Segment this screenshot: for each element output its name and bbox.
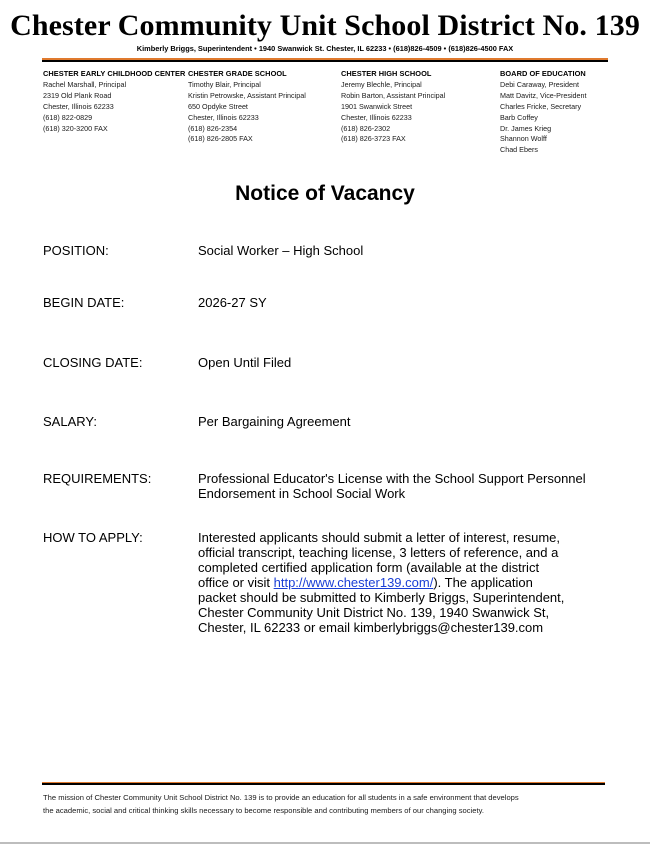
begin-date-value: 2026-27 SY bbox=[198, 295, 267, 310]
district-title: Chester Community Unit School District No. 139 bbox=[10, 9, 640, 42]
requirements-line: Professional Educator's License with the School Support Personnel bbox=[198, 471, 586, 486]
salary-label: SALARY: bbox=[43, 414, 97, 429]
how-to-apply-value bbox=[198, 530, 564, 635]
position-label: POSITION: bbox=[43, 243, 109, 258]
column-line: Robin Barton, Assistant Principal bbox=[341, 90, 446, 100]
column-line: Dr. James Krieg bbox=[500, 123, 552, 133]
mission-line: the academic, social and critical thinking skills necessary to become responsible and contributing members of our changing society. bbox=[43, 805, 484, 815]
early-childhood-center-column bbox=[43, 69, 185, 134]
column-line: Charles Fricke, Secretary bbox=[500, 101, 582, 111]
how-to-apply-label: HOW TO APPLY: bbox=[43, 530, 143, 545]
column-heading: CHESTER HIGH SCHOOL bbox=[341, 69, 432, 78]
mission-line: The mission of Chester Community Unit School District No. 139 is to provide an education for all students in a safe environment that develops bbox=[43, 793, 519, 802]
footer-divider-black bbox=[42, 783, 605, 785]
how-to-apply-line: official transcript, teaching license, 3 letters of reference, and a bbox=[198, 545, 559, 560]
board-of-education-column bbox=[500, 69, 587, 156]
how-to-apply-line-with-link bbox=[198, 575, 564, 590]
column-line: Chester, Illinois 62233 bbox=[43, 101, 114, 111]
how-to-apply-line: Chester, IL 62233 or email kimberlybriggs@chester139.com bbox=[198, 620, 544, 635]
column-line: Chad Ebers bbox=[500, 145, 538, 155]
salary-value: Per Bargaining Agreement bbox=[198, 414, 351, 429]
column-line: Matt Davitz, Vice-President bbox=[500, 90, 587, 100]
column-line: Kristin Petrowske, Assistant Principal bbox=[188, 90, 306, 100]
footer-divider bbox=[42, 782, 605, 785]
how-to-apply-line: completed certified application form (available at the district bbox=[198, 560, 540, 575]
column-heading: CHESTER EARLY CHILDHOOD CENTER bbox=[43, 69, 186, 78]
column-line: Chester, Illinois 62233 bbox=[188, 112, 259, 122]
begin-date-label: BEGIN DATE: bbox=[43, 295, 125, 310]
position-value: Social Worker – High School bbox=[198, 243, 364, 258]
column-line: Rachel Marshall, Principal bbox=[43, 79, 127, 89]
mission-statement bbox=[43, 792, 623, 817]
column-line: Debi Caraway, President bbox=[500, 79, 579, 89]
how-to-apply-line: packet should be submitted to Kimberly Briggs, Superintendent, bbox=[198, 590, 565, 605]
high-school-column bbox=[341, 69, 445, 145]
how-to-apply-line: Chester Community Unit District No. 139, 1940 Swanwick St, bbox=[198, 605, 550, 620]
header-divider-black bbox=[42, 60, 608, 62]
how-to-apply-text: ). The application bbox=[433, 575, 533, 590]
closing-date-value: Open Until Filed bbox=[198, 355, 292, 370]
column-line: 2319 Old Plank Road bbox=[43, 90, 112, 100]
column-line: (618) 826-3723 FAX bbox=[341, 134, 406, 144]
notice-title: Notice of Vacancy bbox=[235, 182, 415, 205]
requirements-label: REQUIREMENTS: bbox=[43, 471, 152, 486]
column-line: (618) 320-3200 FAX bbox=[43, 123, 108, 133]
how-to-apply-text: office or visit bbox=[198, 575, 274, 590]
closing-date-label: CLOSING DATE: bbox=[43, 355, 143, 370]
column-heading: CHESTER GRADE SCHOOL bbox=[188, 69, 287, 78]
column-heading: BOARD OF EDUCATION bbox=[500, 69, 586, 78]
column-line: 1901 Swanwick Street bbox=[341, 101, 413, 111]
column-line: Barb Coffey bbox=[500, 112, 538, 122]
column-line: Shannon Wolff bbox=[500, 134, 547, 144]
column-line: Chester, Illinois 62233 bbox=[341, 112, 412, 122]
column-line: (618) 826-2805 FAX bbox=[188, 134, 253, 144]
district-website-link[interactable]: http://www.chester139.com/ bbox=[273, 575, 434, 590]
column-line: 650 Opdyke Street bbox=[188, 101, 248, 111]
column-line: Jeremy Blechle, Principal bbox=[341, 79, 422, 89]
column-line: Timothy Blair, Principal bbox=[188, 79, 261, 89]
superintendent-contact-line: Kimberly Briggs, Superintendent • 1940 Swanwick St. Chester, IL 62233 • (618)826-4509 • (618)826-4500 FAX bbox=[136, 44, 514, 53]
column-line: (618) 822-0829 bbox=[43, 112, 93, 122]
grade-school-column bbox=[188, 69, 306, 145]
header-divider bbox=[42, 58, 608, 62]
requirements-value bbox=[198, 471, 586, 501]
column-line: (618) 826-2354 bbox=[188, 123, 238, 133]
column-line: (618) 826-2302 bbox=[341, 123, 391, 133]
how-to-apply-line: Interested applicants should submit a letter of interest, resume, bbox=[198, 530, 561, 545]
requirements-line: Endorsement in School Social Work bbox=[198, 486, 406, 501]
